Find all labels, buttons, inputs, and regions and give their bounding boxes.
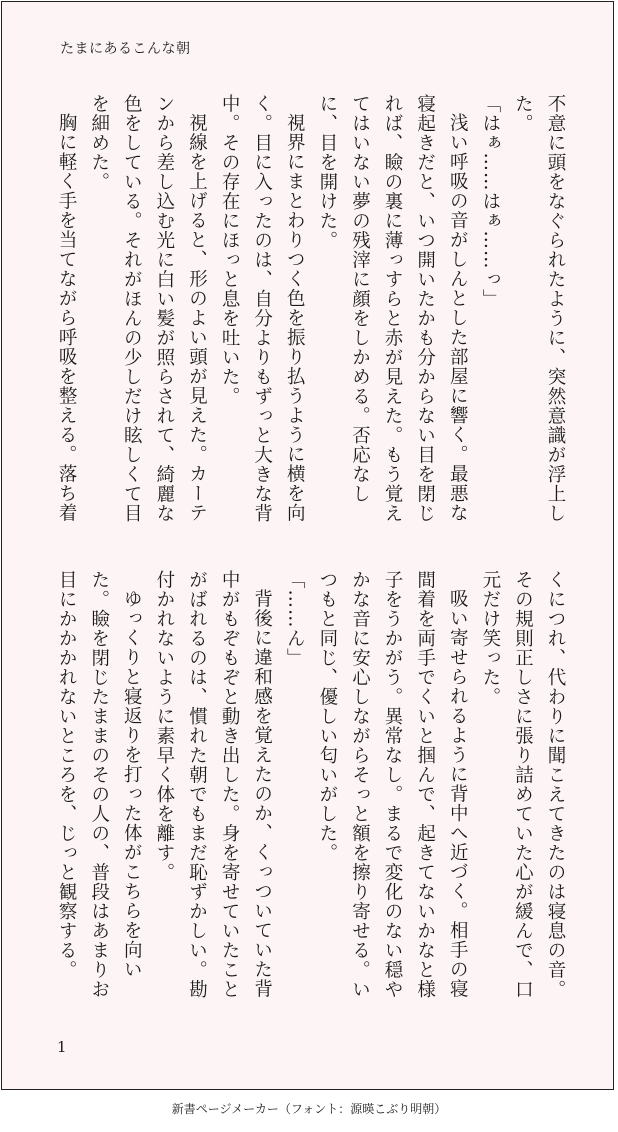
paragraph: 視界にまとわりつく色を振り払うように横を向く。目に入ったのは、自分よりもずっと大きな背中。その存在にほっと息を吐いた。 [219, 94, 306, 523]
paragraph: くにつれ、代わりに聞こえてきたのは寝息の音。その規則正しさに張り詰めていた心が緩んで、口元だけ笑った。 [479, 570, 566, 999]
paragraph: 吸い寄せられるように背中へ近づく。相手の寝間着を両手でくいと掴んで、起きてないかなと様子をうかがう。異常なし。まるで変化のない穏やかな音に安心しながらそっと額を擦り寄せる。いつもと同じ、優しい匂いがした。 [316, 570, 469, 999]
text-block-lower [56, 570, 571, 1010]
paragraph: 浅い呼吸の音がしんとした部屋に響く。最悪な寝起きだと、いつ開いたかも分からない目を閉じれば、瞼の裏に薄っすらと赤が見えた。もう覚えてはいない夢の残滓に顔をしかめる。否応なしに、目を開けた。 [316, 94, 469, 523]
page-number: 1 [57, 1038, 67, 1056]
paragraph: ゆっくりと寝返りを打った体がこちらを向いた。瞼を閉じたままのその人の、普段はあまりお目にかかかれないところを、じっと観察する。 [56, 570, 143, 999]
paragraph: 「……ん」 [284, 570, 306, 668]
text-block-upper [56, 94, 571, 534]
generator-credit: 新書ページメーカー（フォント：源暎こぶり明朝） [171, 1102, 447, 1116]
paragraph: 背後に違和感を覚えたのか、くっついていた背中がもぞもぞと動き出した。身を寄せていたことがばれるのは、慣れた朝でもまだ恥ずかしい。勘付かれないように素早く体を離す。 [153, 570, 273, 999]
paragraph: 胸に軽く手を当てながら呼吸を整える。落ち着 [56, 112, 78, 522]
paragraph: 不意に頭をなぐられたように、突然意識が浮上した。 [512, 94, 566, 523]
paragraph: 「はぁ……はぁ……っ」 [479, 94, 501, 309]
paragraph: 視線を上げると、形のよい頭が見えた。カーテンから差し込む光に白い髪が照らされて、綺麗な色をしている。それがほんの少しだけ眩しくて目を細めた。 [88, 94, 208, 523]
book-page [1, 1, 614, 1090]
running-title: たまにあるこんな朝 [60, 41, 191, 57]
